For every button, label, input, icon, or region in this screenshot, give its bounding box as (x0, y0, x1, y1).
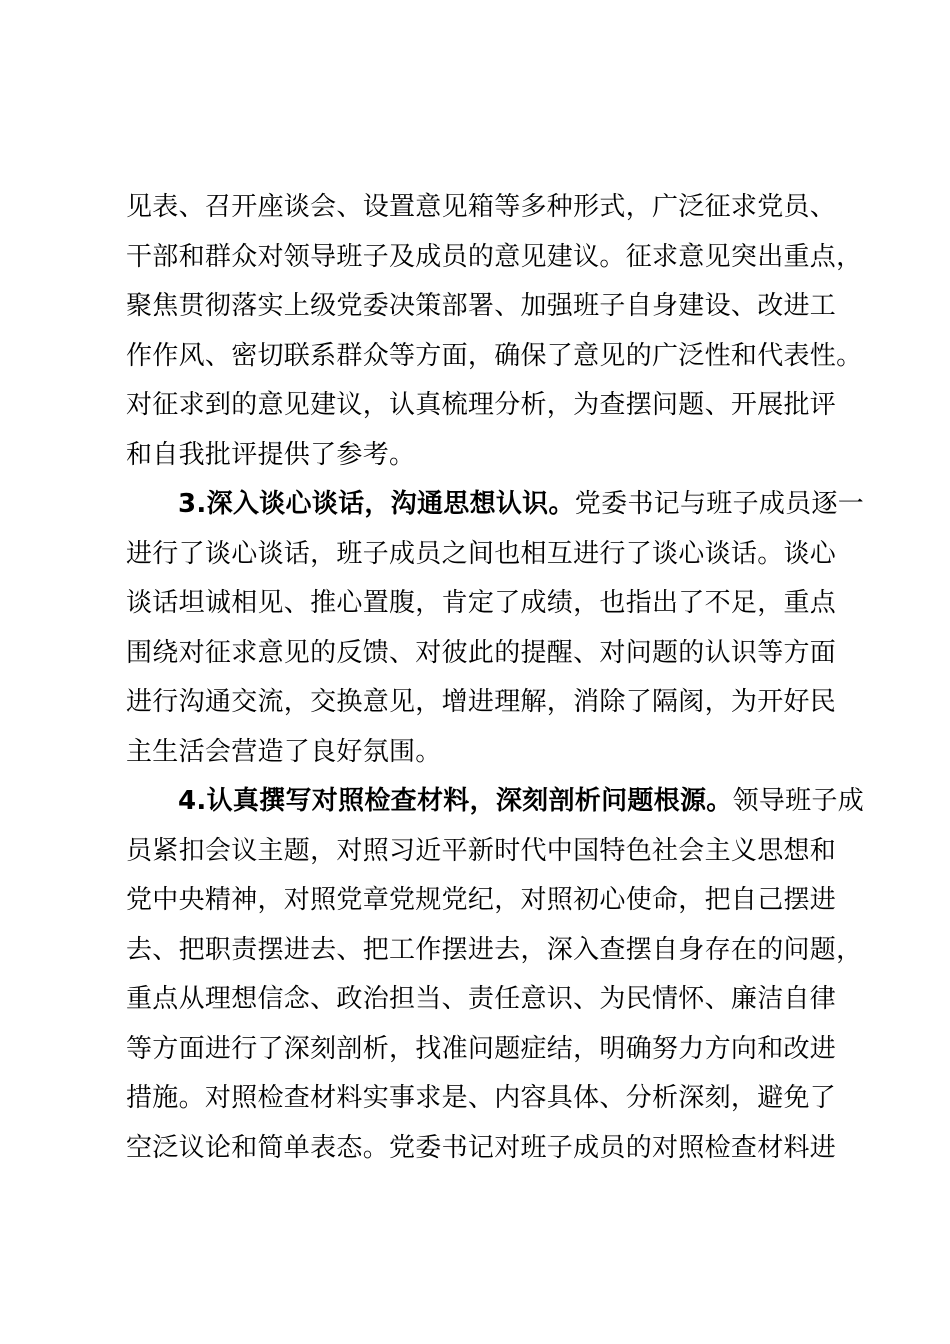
paragraph-line: 进行了谈心谈话，班子成员之间也相互进行了谈心谈话。谈心 (126, 539, 837, 569)
section-4-heading: 4.认真撰写对照检查材料，深刻剖析问题根源。 (178, 786, 733, 816)
paragraph-line: 空泛议论和简单表态。党委书记对班子成员的对照检查材料进 (126, 1133, 837, 1163)
paragraph-line: 和自我批评提供了参考。 (126, 440, 416, 470)
section-3-first-line (178, 486, 864, 522)
paragraph-line: 进行沟通交流，交换意见，增进理解，消除了隔阂，为开好民 (126, 687, 837, 717)
section-4-first-line-text: 领导班子成 (732, 786, 865, 816)
paragraph-line: 谈话坦诚相见、推心置腹，肯定了成绩，也指出了不足，重点 (126, 588, 837, 618)
paragraph-line: 见表、召开座谈会、设置意见箱等多种形式，广泛征求党员、 (126, 192, 837, 222)
paragraph-line: 措施。对照检查材料实事求是、内容具体、分析深刻，避免了 (126, 1083, 837, 1113)
paragraph-line: 主生活会营造了良好氛围。 (126, 737, 442, 767)
paragraph-line: 对征求到的意见建议，认真梳理分析，为查摆问题、开展批评 (126, 390, 837, 420)
paragraph-line: 干部和群众对领导班子及成员的意见建议。征求意见突出重点， (126, 242, 863, 272)
paragraph-line: 聚焦贯彻落实上级党委决策部署、加强班子自身建设、改进工 (126, 291, 837, 321)
paragraph-line: 等方面进行了深刻剖析，找准问题症结，明确努力方向和改进 (126, 1034, 837, 1064)
section-4-first-line (178, 783, 864, 819)
paragraph-line: 党中央精神，对照党章党规党纪，对照初心使命，把自己摆进 (126, 885, 837, 915)
paragraph-line: 作作风、密切联系群众等方面，确保了意见的广泛性和代表性。 (126, 341, 863, 371)
paragraph-line: 去、把职责摆进去、把工作摆进去，深入查摆自身存在的问题， (126, 935, 863, 965)
paragraph-line: 重点从理想信念、政治担当、责任意识、为民情怀、廉洁自律 (126, 984, 837, 1014)
paragraph-line: 围绕对征求意见的反馈、对彼此的提醒、对问题的认识等方面 (126, 638, 837, 668)
section-3-heading: 3.深入谈心谈话，沟通思想认识。 (178, 489, 575, 519)
section-3-first-line-text: 党委书记与班子成员逐一 (574, 489, 865, 519)
paragraph-line: 员紧扣会议主题，对照习近平新时代中国特色社会主义思想和 (126, 836, 837, 866)
